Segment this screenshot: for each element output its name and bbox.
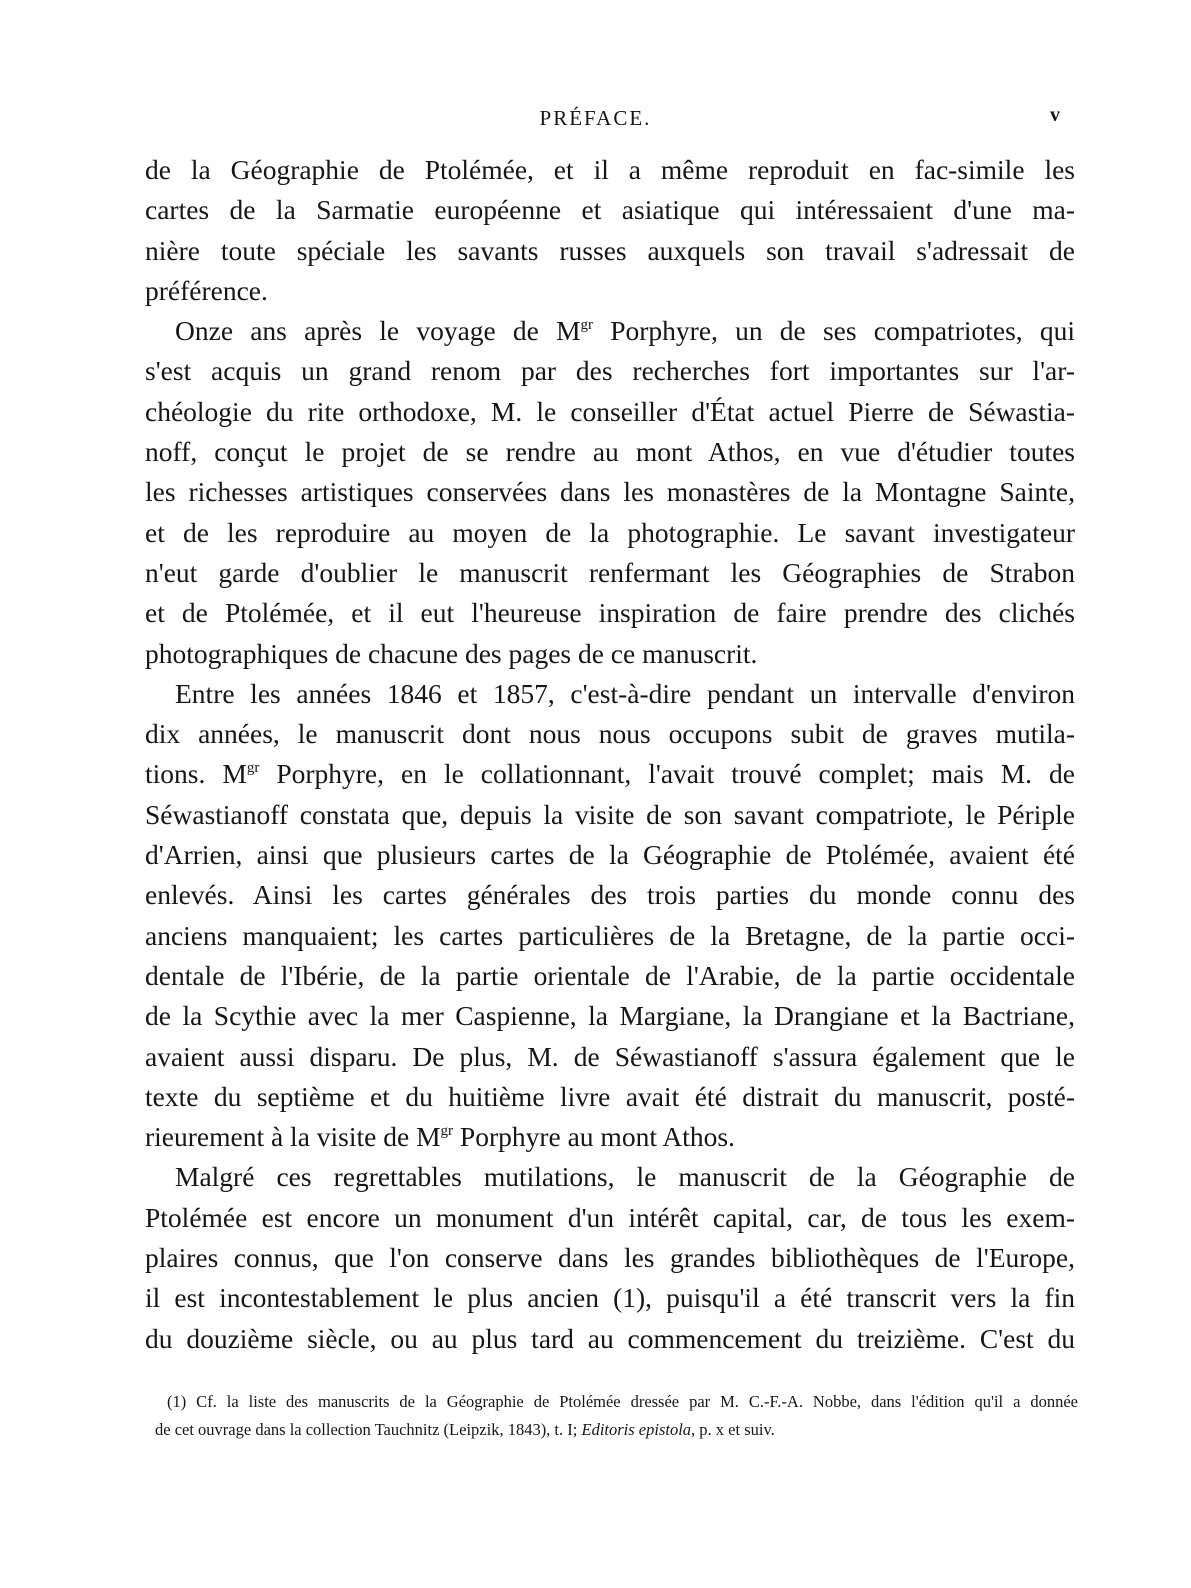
text-line: Séwastianoff constata que, depuis la visite de son savant compatriote, le Périple xyxy=(145,798,1075,830)
footnote-line: (1) Cf. la liste des manuscrits de la Géographie de Ptolémée dressée par M. C.-F.-A. Nobbe, dans l'édition qu'il a donnée xyxy=(167,1392,1078,1411)
page-number: v xyxy=(1050,104,1060,126)
text-fragment: , p. x et suiv. xyxy=(691,1420,775,1439)
text-line: il est incontestablement le plus ancien (1), puisqu'il a été transcrit vers la fin xyxy=(145,1282,1075,1314)
text-line: s'est acquis un grand renom par des recherches fort importantes sur l'ar- xyxy=(145,355,1075,387)
text-line: et de les reproduire au moyen de la photographie. Le savant investigateur xyxy=(145,516,1075,548)
text-fragment: de cet ouvrage dans la collection Tauchnitz (Leipzik, 1843), t. I; xyxy=(155,1420,582,1439)
text-line: dentale de l'Ibérie, de la partie orientale de l'Arabie, de la partie occidentale xyxy=(145,959,1075,991)
running-head-title: PRÉFACE. xyxy=(539,106,652,130)
footnote xyxy=(155,1388,1078,1444)
text-line: texte du septième et du huitième livre avait été distrait du manuscrit, posté- xyxy=(145,1080,1075,1112)
paragraph-3 xyxy=(145,674,1075,1158)
text-line: préférence. xyxy=(145,274,268,306)
text-fragment: Porphyre au mont Athos. xyxy=(453,1121,735,1153)
text-line: anciens manquaient; les cartes particulières de la Bretagne, de la partie occi- xyxy=(145,919,1075,951)
text-line: de la Géographie de Ptolémée, et il a même reproduit en fac-simile les xyxy=(145,154,1075,185)
text-line: de la Scythie avec la mer Caspienne, la Margiane, la Drangiane et la Bactriane, xyxy=(145,1000,1075,1032)
text-line: Entre les années 1846 et 1857, c'est-à-dire pendant un intervalle d'environ xyxy=(175,677,1075,709)
paragraph-2 xyxy=(145,311,1075,674)
text-line: plaires connus, que l'on conserve dans les grandes bibliothèques de l'Europe, xyxy=(145,1242,1075,1274)
text-line xyxy=(145,311,1075,351)
text-line: du douzième siècle, ou au plus tard au commencement du treizième. C'est du xyxy=(145,1322,1075,1354)
text-fragment: Porphyre, en le collationnant, l'avait trouvé complet; mais M. de xyxy=(259,758,1075,790)
running-head xyxy=(0,104,1191,134)
text-fragment: rieurement à la visite de M xyxy=(145,1121,441,1153)
text-fragment: Onze ans après le voyage de M xyxy=(175,315,581,347)
text-line: d'Arrien, ainsi que plusieurs cartes de la Géographie de Ptolémée, avaient été xyxy=(145,839,1075,871)
text-line: nière toute spéciale les savants russes auxquels son travail s'adressait de xyxy=(145,234,1075,266)
text-fragment: tions. M xyxy=(145,758,247,790)
text-line: Ptolémée est encore un monument d'un intérêt capital, car, de tous les exem- xyxy=(145,1201,1075,1233)
paragraph-4 xyxy=(145,1157,1075,1358)
text-line: enlevés. Ainsi les cartes générales des trois parties du monde connu des xyxy=(145,879,1075,911)
paragraph-1 xyxy=(145,150,1075,311)
footnote-italic-title: Editoris epistola xyxy=(581,1420,692,1439)
text-line: et de Ptolémée, et il eut l'heureuse inspiration de faire prendre des clichés xyxy=(145,597,1075,629)
text-line: Malgré ces regrettables mutilations, le manuscrit de la Géographie de xyxy=(175,1161,1075,1193)
text-line: dix années, le manuscrit dont nous nous occupons subit de graves mutila- xyxy=(145,718,1075,750)
text-line: noff, conçut le projet de se rendre au mont Athos, en vue d'étudier toutes xyxy=(145,436,1075,468)
text-fragment: Porphyre, un de ses compatriotes, qui xyxy=(593,315,1075,347)
text-line: photographiques de chacune des pages de ce manuscrit. xyxy=(145,637,758,669)
title-superscript: gr xyxy=(440,1123,454,1140)
text-line: chéologie du rite orthodoxe, M. le conseiller d'État actuel Pierre de Séwastia- xyxy=(145,395,1075,427)
text-line: avaient aussi disparu. De plus, M. de Séwastianoff s'assura également que le xyxy=(145,1040,1075,1072)
footnote-line xyxy=(155,1416,1078,1444)
title-superscript: gr xyxy=(580,317,594,334)
text-line: n'eut garde d'oublier le manuscrit renfermant les Géographies de Strabon xyxy=(145,556,1075,588)
text-line xyxy=(145,1117,1075,1157)
text-line: les richesses artistiques conservées dans les monastères de la Montagne Sainte, xyxy=(145,476,1075,508)
text-line xyxy=(145,754,1075,794)
title-superscript: gr xyxy=(246,760,260,777)
text-line: cartes de la Sarmatie européenne et asiatique qui intéressaient d'une ma- xyxy=(145,194,1075,226)
body-text xyxy=(145,150,1075,1359)
